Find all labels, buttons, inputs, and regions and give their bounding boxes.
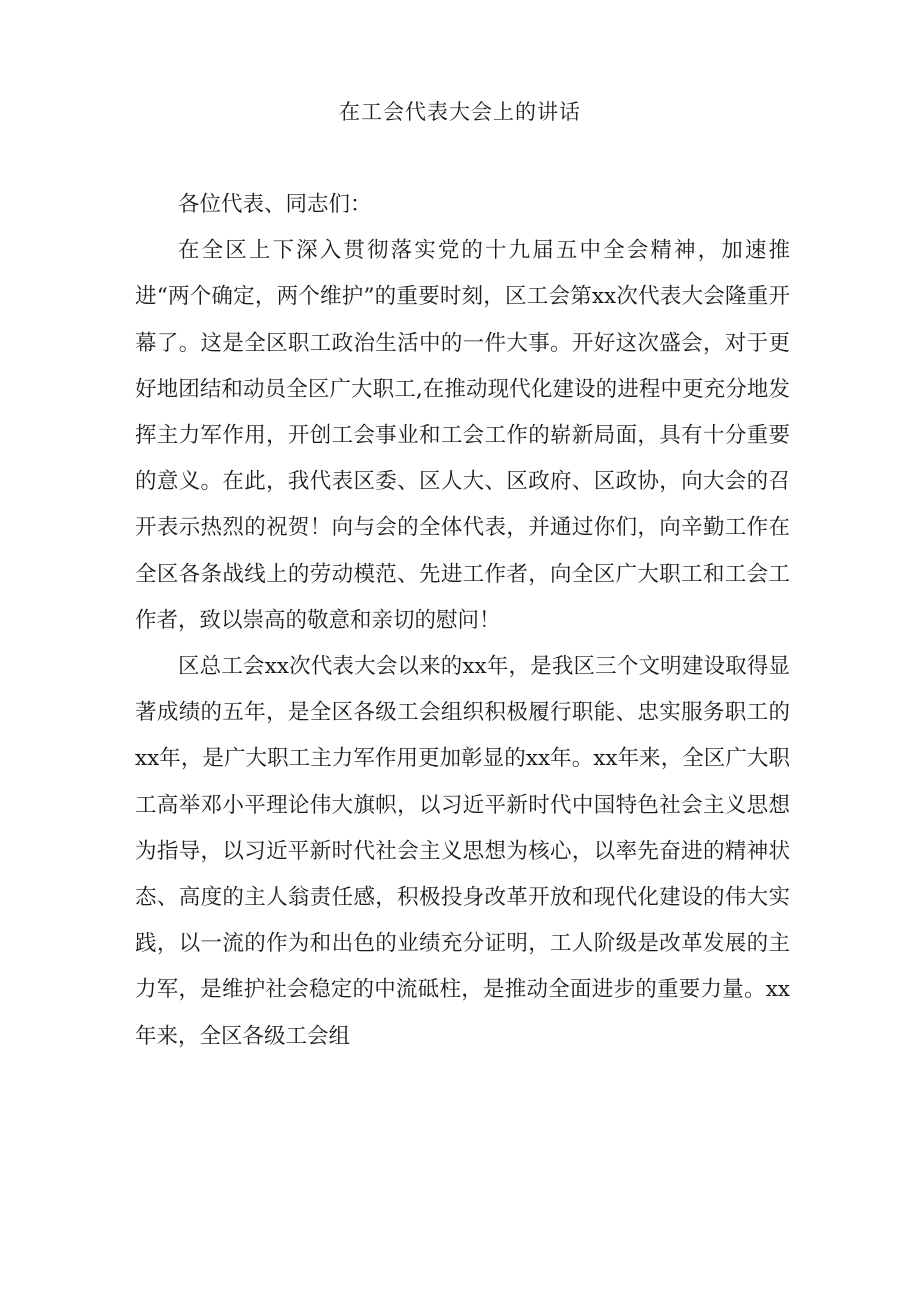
salutation: 各位代表、同志们：	[178, 192, 372, 217]
paragraph-opening: 在全区上下深入贯彻落实党的十九届五中全会精神，加速推进“两个确定，两个维护”的重要时刻，区工会第xx次代表大会隆重开幕了。这是全区职工政治生活中的一件大事。开好这次盛会，对于更好地团结和动员全区广大职工,在推动现代化建设的进程中更充分地发挥主力军作用，开创工会事业和工会工作的崭新局面，具有十分重要的意义。在此，我代表区委、区人大、区政府、区政协，向大会的召开表示热烈的祝贺！向与会的全体代表，并通过你们，向辛勤工作在全区各条战线上的劳动模范、先进工作者，向全区广大职工和工会工作者，致以崇高的敬意和亲切的慰问！	[135, 238, 790, 633]
document-title: 在工会代表大会上的讲话	[339, 100, 581, 124]
paragraph-review: 区总工会xx次代表大会以来的xx年，是我区三个文明建设取得显著成绩的五年，是全区各级工会组织积极履行职能、忠实服务职工的xx年，是广大职工主力军作用更加彰显的xx年。xx年来，全区广大职工高举邓小平理论伟大旗帜，以习近平新时代中国特色社会主义思想为指导，以习近平新时代社会主义思想为核心，以率先奋进的精神状态、高度的主人翁责任感，积极投身改革开放和现代化建设的伟大实践，以一流的作为和出色的业绩充分证明，工人阶级是改革发展的主力军，是维护社会稳定的中流砥柱，是推动全面进步的重要力量。xx年来，全区各级工会组	[135, 654, 790, 1049]
document-body	[135, 182, 790, 1060]
